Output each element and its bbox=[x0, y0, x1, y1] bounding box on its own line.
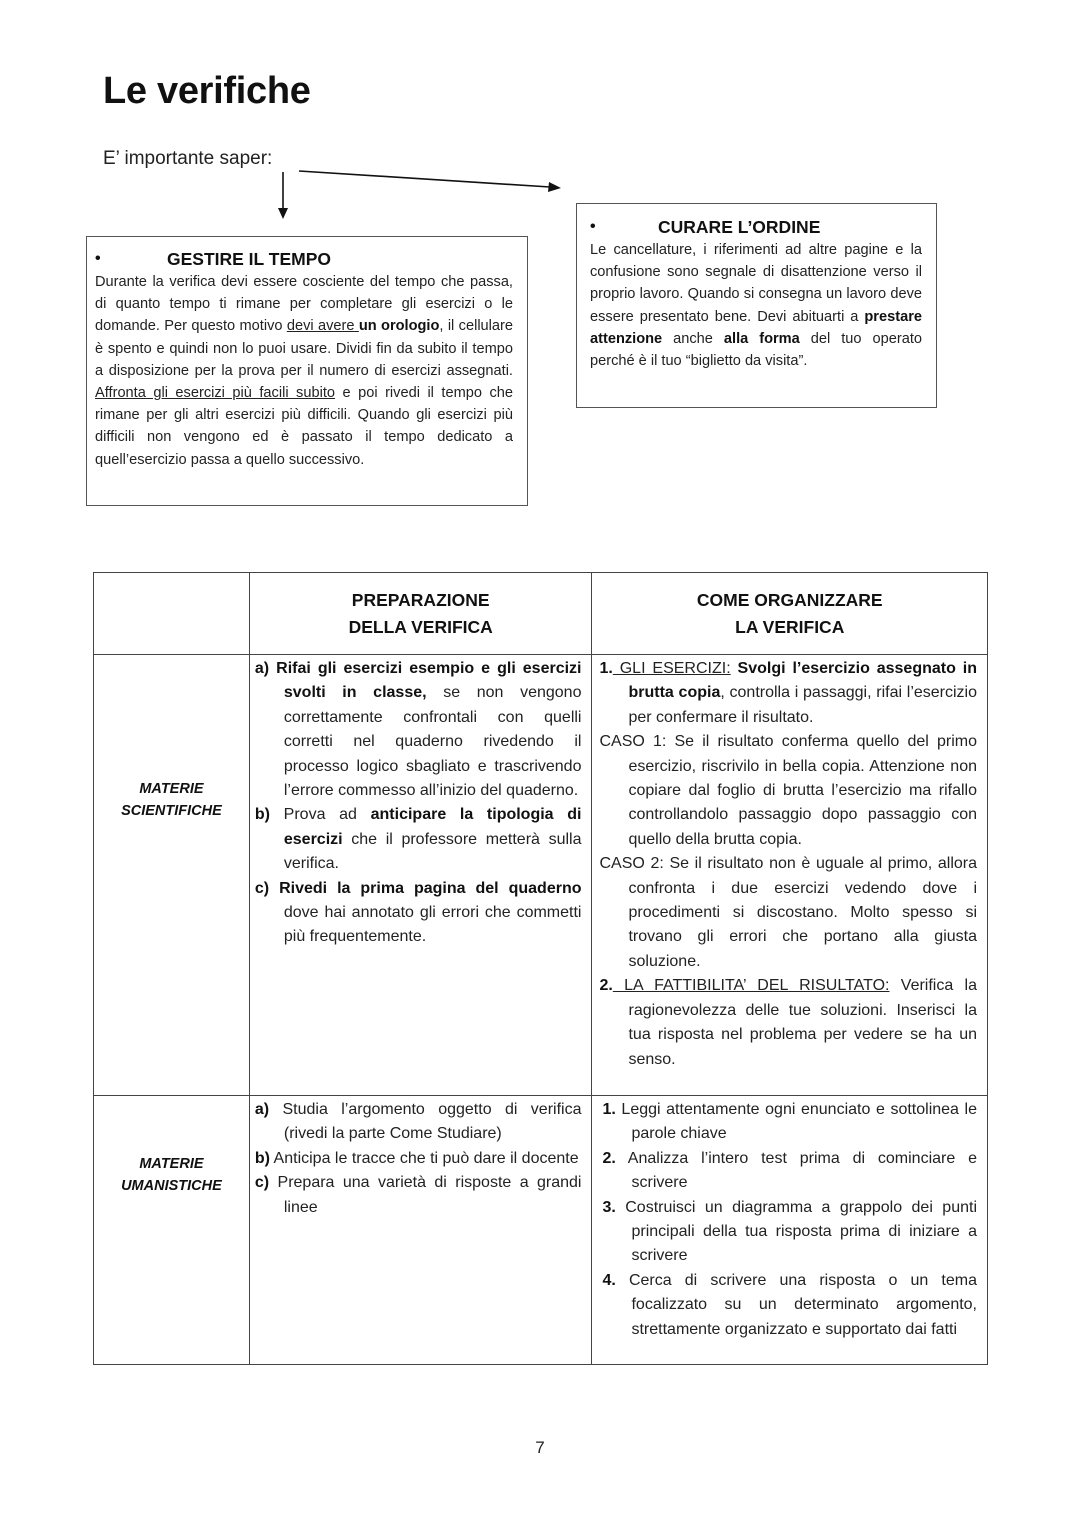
page-number: 7 bbox=[535, 1438, 545, 1457]
list-item: 1. Leggi attentamente ogni enunciato e sottolinea le parole chiave bbox=[602, 1101, 977, 1143]
time-box-body: Durante la verifica devi essere cosciente del tempo che passa, di quanto tempo ti rimane per completare gli esercizi o le domande. Per questo motivo devi avere un orologio, il cellulare è spento e quindi non lo puoi usare. Dividi fin da subito il tempo a disposizione per la prova per il numero di esercizi assegnati. Affronta gli esercizi più facili subito e poi rivedi il tempo che rimane per gli altri esercizi più difficili. Quando gli esercizi più difficili non vengono ed è passato il tempo dedicato a quell’esercizio passa a quello successivo. bbox=[95, 274, 514, 468]
header-empty bbox=[94, 573, 250, 655]
bullet-icon: • bbox=[590, 218, 596, 235]
list-item: 4. Cerca di scrivere una risposta o un tema focalizzato su un determinato argomento, strettamente organizzato e supportato dai fatti bbox=[602, 1271, 977, 1338]
time-management-box bbox=[86, 236, 528, 506]
list-item: b) Anticipa le tracce che ti può dare il docente bbox=[254, 1149, 579, 1167]
list-item: CASO 2: Se il risultato non è uguale al primo, allora confronta i due esercizi vedendo dove i procedimenti si discostano. Molto spesso si trovano gli errori che portano alla giusta soluzione. bbox=[599, 855, 977, 970]
list-item: CASO 1: Se il risultato conferma quello del primo esercizio, riscrivilo in bella copia. Attenzione non copiare dal foglio di brutta l’esercizio ma rifallo controllandolo passaggio dopo passaggio con quello della brutta copia. bbox=[599, 733, 977, 848]
bullet-icon: • bbox=[95, 250, 101, 267]
order-box-body: Le cancellature, i riferimenti ad altre pagine e la confusione sono segnale di disattenzione verso il proprio lavoro. Quando si consegna un lavoro deve essere presentato bene. Devi abituarti a prestare attenzione anche alla forma del tuo operato perché è il tuo “biglietto da visita”. bbox=[590, 242, 922, 370]
table-row-humanities bbox=[94, 1096, 988, 1365]
arrow-down-icon bbox=[278, 172, 288, 219]
arrow-right-icon bbox=[299, 171, 561, 192]
row-label-humanities: MATERIE UMANISTICHE bbox=[94, 1096, 250, 1365]
list-item: a) Rifai gli esercizi esempio e gli esercizi svolti in classe, se non vengono correttamente confrontali con quelli corretti nel quaderno rivedendo il processo logico sbagliato e trascrivendo l’errore commesso all’inizio del quaderno. bbox=[254, 660, 582, 800]
list-item: b) Prova ad anticipare la tipologia di esercizi che il professore metterà sulla verifica. bbox=[254, 806, 582, 873]
list-item: 2. Analizza l’intero test prima di cominciare e scrivere bbox=[602, 1149, 977, 1192]
scientific-organization bbox=[592, 655, 988, 1096]
row-label-scientific: MATERIE SCIENTIFICHE bbox=[94, 655, 250, 1096]
table-header-row bbox=[94, 573, 988, 655]
list-item: c) Rivedi la prima pagina del quaderno dove hai annotato gli errori che commetti più frequentemente. bbox=[254, 879, 582, 946]
list-item: 2. LA FATTIBILITA’ DEL RISULTATO: Verifica la ragionevolezza delle tue soluzioni. Inserisci la tua risposta nel problema per vedere se ha un senso. bbox=[599, 977, 977, 1068]
list-item: c) Prepara una varietà di risposte a grandi linee bbox=[254, 1174, 582, 1216]
time-box-heading: • GESTIRE IL TEMPO bbox=[95, 249, 332, 269]
order-box bbox=[576, 203, 937, 408]
order-box-heading: • CURARE L’ORDINE bbox=[590, 217, 821, 237]
intro-text: E’ importante saper: bbox=[103, 148, 273, 169]
list-item: 1. GLI ESERCIZI: Svolgi l’esercizio assegnato in brutta copia, controlla i passaggi, rifai l’esercizio per confermare il risultato. bbox=[599, 660, 978, 726]
header-preparation: PREPARAZIONE DELLA VERIFICA bbox=[249, 573, 592, 655]
humanities-preparation bbox=[249, 1096, 592, 1365]
table-row-scientific bbox=[94, 655, 988, 1096]
header-organization: COME ORGANIZZARE LA VERIFICA bbox=[592, 573, 988, 655]
list-item: 3. Costruisci un diagramma a grappolo dei punti principali della tua risposta prima di iniziare a scrivere bbox=[602, 1198, 977, 1265]
humanities-organization bbox=[592, 1096, 988, 1365]
scientific-preparation bbox=[249, 655, 592, 1096]
page-title: Le verifiche bbox=[103, 70, 311, 112]
list-item: a) Studia l’argomento oggetto di verifica (rivedi la parte Come Studiare) bbox=[254, 1101, 582, 1143]
verification-table bbox=[93, 572, 988, 1365]
